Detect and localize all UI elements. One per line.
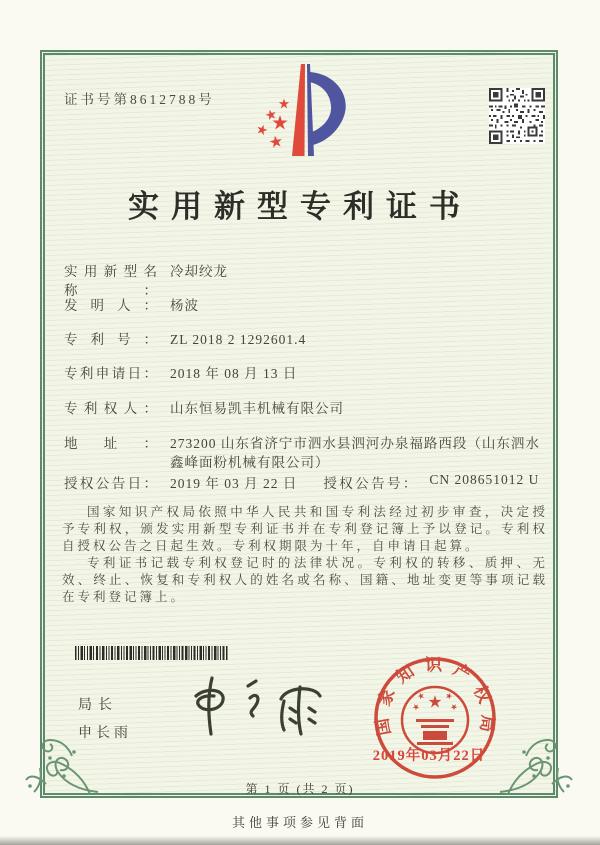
seal-date: 2019年03月22日 bbox=[372, 748, 486, 764]
field-patentee bbox=[64, 399, 344, 418]
grant-number-value: CN 208651012 U bbox=[429, 472, 540, 487]
page-number: 第 1 页 (共 2 页) bbox=[245, 782, 355, 796]
grant-date bbox=[64, 472, 297, 492]
field-filing-date bbox=[64, 364, 297, 383]
field-label: 专利号： bbox=[64, 332, 158, 347]
barcode bbox=[75, 646, 228, 660]
grant-date-label: 授权公告日： bbox=[64, 476, 158, 491]
field-address bbox=[64, 434, 548, 472]
seal-agency-text: 国家知识产权局 bbox=[372, 655, 498, 737]
field-label: 专利申请日： bbox=[64, 366, 158, 381]
field-inventor bbox=[64, 296, 199, 315]
body-paragraph-1: 国家知识产权局依照中华人民共和国专利法经过初步审查，决定授予专利权，颁发实用新型专利证书并在专利登记簿上予以登记。专利权自授权公告之日起生效。专利权期限为十年，自申请日起算。 bbox=[62, 505, 548, 553]
field-value: 2018 年 08 月 13 日 bbox=[170, 366, 298, 381]
grant-number-label: 授权公告号： bbox=[323, 476, 418, 491]
field-value: 杨波 bbox=[170, 298, 199, 313]
grant-date-value: 2019 年 03 月 22 日 bbox=[170, 476, 298, 491]
field-value: 273200 山东省济宁市泗水县泗河办泉福路西段（山东泗水鑫峰面粉机械有限公司） bbox=[170, 436, 540, 470]
certificate-number: 证书号第8612788号 bbox=[64, 92, 215, 107]
field-value: 山东恒易凯丰机械有限公司 bbox=[170, 401, 344, 416]
field-value: ZL 2018 2 1292601.4 bbox=[170, 332, 307, 347]
field-label: 专利权人： bbox=[64, 401, 158, 416]
body-paragraph-2: 专利证书记载专利权登记时的法律状况。专利权的转移、质押、无效、终止、恢复和专利权人的姓名或名称、国籍、地址变更等事项记载在专利登记簿上。 bbox=[62, 556, 548, 604]
field-label: 地址： bbox=[64, 436, 158, 451]
director-title: 局长 bbox=[78, 698, 118, 713]
director-signature bbox=[178, 670, 343, 752]
field-label: 发明人： bbox=[64, 298, 158, 313]
grant-row bbox=[64, 472, 539, 492]
certificate-title: 实用新型专利证书 bbox=[128, 189, 472, 224]
cnipa-patent-logo-icon bbox=[252, 62, 354, 166]
director-name: 申长雨 bbox=[78, 726, 132, 741]
grant-number bbox=[323, 472, 539, 492]
field-patent-number bbox=[64, 330, 306, 349]
field-utility-model-name bbox=[64, 262, 228, 300]
field-label: 实用新型名称： bbox=[64, 264, 158, 298]
qr-code bbox=[489, 88, 545, 144]
field-value: 冷却绞龙 bbox=[170, 264, 228, 279]
back-side-note: 其他事项参见背面 bbox=[231, 815, 368, 830]
